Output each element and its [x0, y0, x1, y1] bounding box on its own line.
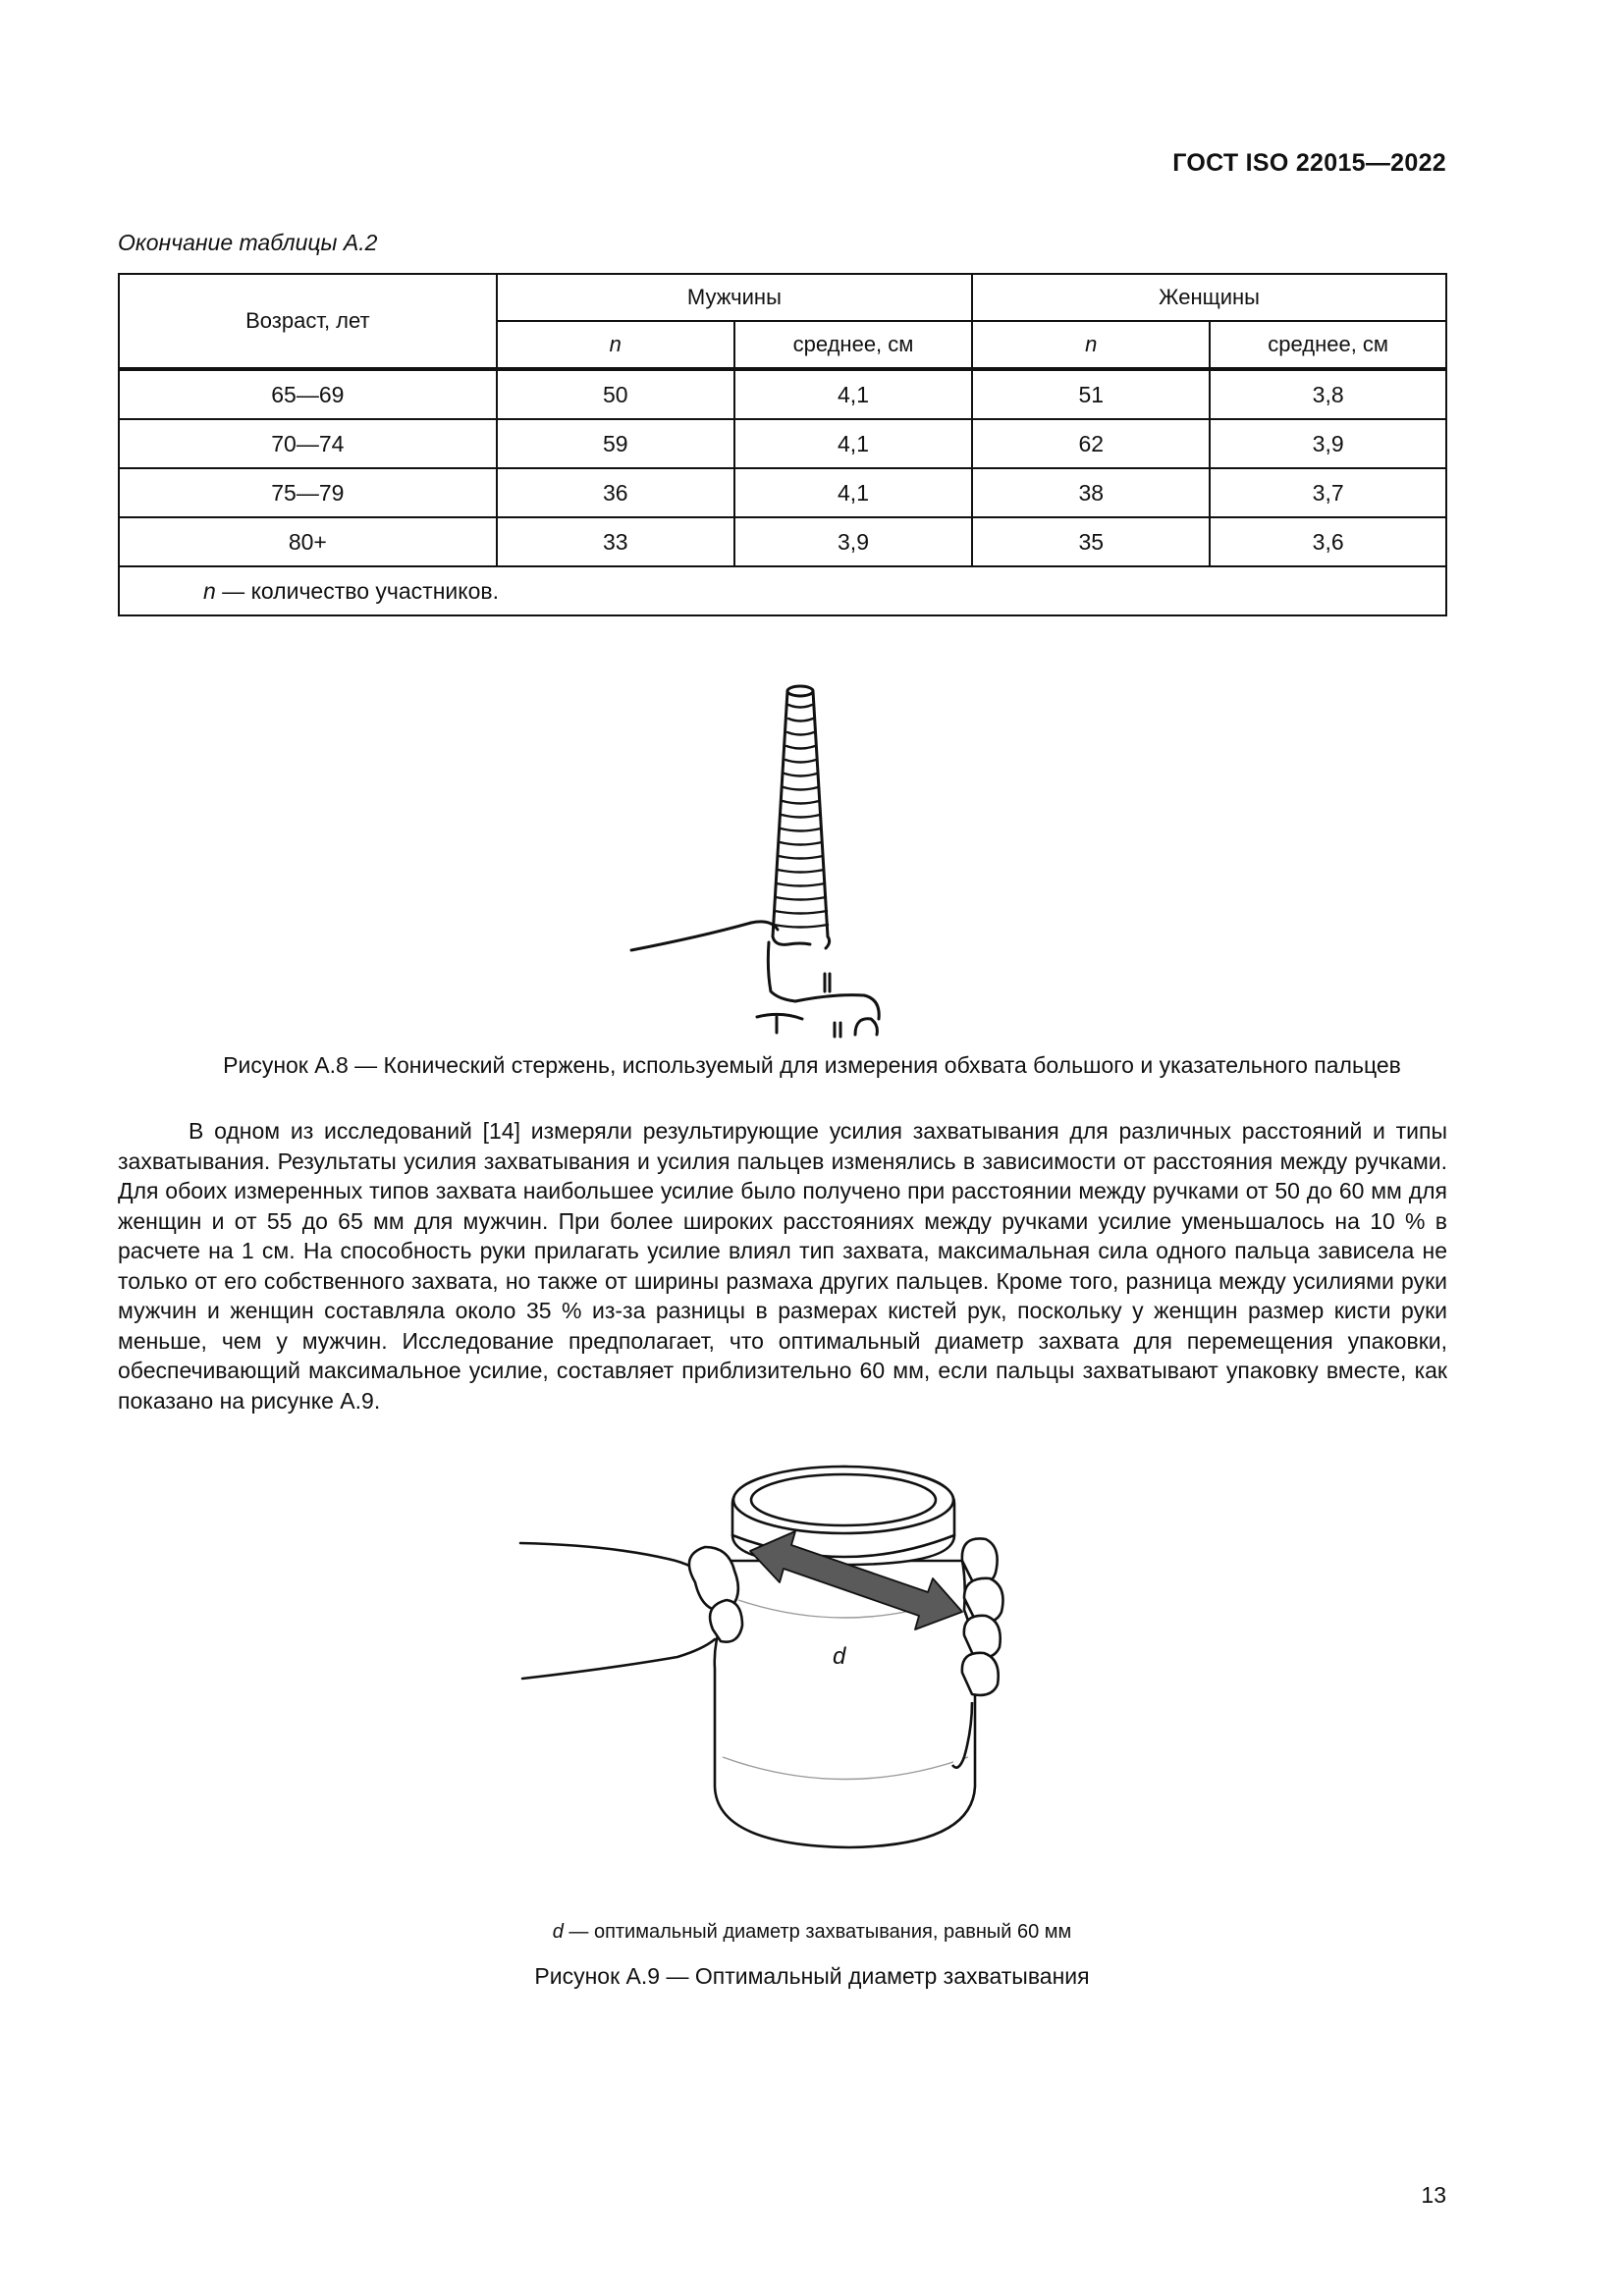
cell-women-mean: 3,7 [1210, 468, 1446, 517]
cell-age: 75—79 [119, 468, 497, 517]
table-row [119, 468, 1446, 517]
header-women-n: n [972, 321, 1210, 369]
header-men-mean: среднее, см [734, 321, 972, 369]
cell-men-mean: 4,1 [734, 468, 972, 517]
header-age: Возраст, лет [119, 274, 497, 369]
cell-women-n: 62 [972, 419, 1210, 468]
cell-men-mean: 3,9 [734, 517, 972, 566]
table-row [119, 369, 1446, 419]
dimension-d-label: d [833, 1643, 846, 1670]
figure-a8-caption: Рисунок А.8 — Конический стержень, используемый для измерения обхвата большого и указательного пальцев [223, 1052, 1401, 1078]
page-number: 13 [1421, 2182, 1446, 2208]
grip-circumference-table [118, 273, 1447, 616]
cell-men-mean: 4,1 [734, 419, 972, 468]
table-continuation-caption: Окончание таблицы А.2 [118, 230, 378, 255]
table-row [119, 517, 1446, 566]
cell-age: 65—69 [119, 369, 497, 419]
cell-men-n: 33 [497, 517, 734, 566]
table-row [119, 419, 1446, 468]
figure-a9-caption: Рисунок А.9 — Оптимальный диаметр захватывания [534, 1963, 1090, 1989]
header-women-mean: среднее, см [1210, 321, 1446, 369]
header-women: Женщины [972, 274, 1446, 321]
header-men-n: n [497, 321, 734, 369]
cell-men-mean: 4,1 [734, 369, 972, 419]
cell-women-n: 38 [972, 468, 1210, 517]
cell-women-mean: 3,8 [1210, 369, 1446, 419]
legend-text: — оптимальный диаметр захватывания, равный 60 мм [563, 1921, 1072, 1943]
table-note [119, 566, 1446, 615]
cell-men-n: 59 [497, 419, 734, 468]
cell-age: 70—74 [119, 419, 497, 468]
figure-a8-cone-rod-illustration [623, 679, 977, 1042]
note-text: — количество участников. [215, 577, 499, 604]
cell-women-mean: 3,6 [1210, 517, 1446, 566]
cell-age: 80+ [119, 517, 497, 566]
table-note-row [119, 566, 1446, 615]
note-symbol: n [203, 577, 216, 604]
header-men: Мужчины [497, 274, 972, 321]
figure-a9-legend [0, 1921, 1624, 1944]
standard-header: ГОСТ ISO 22015—2022 [1172, 149, 1446, 177]
body-paragraph: В одном из исследований [14] измеряли результирующие усилия захватывания для различных расстояний и типы захватывания. Результаты усилия захватывания и усилия пальцев изменялись в зависимости от расстояния между ручками. Для обоих измеренных типов захвата наибольшее усилие было получено при расстоянии между ручками от 50 до 60 мм для женщин и от 55 до 65 мм для мужчин. При более широких расстояниях между ручками усилие уменьшалось на 10 % в расчете на 1 см. На способность руки прилагать усилие влиял тип захвата, максимальная сила одного пальца зависела не только от его собственного захвата, но также от ширины размаха других пальцев. Кроме того, разница между усилиями руки мужчин и женщин составляла около 35 % из-за разницы в размерах кистей рук, поскольку у женщин размер кисти руки меньше, чем у мужчин. Исследование предполагает, что оптимальный диаметр захвата для перемещения упаковки, обеспечивающий максимальное усилие, составляет приблизительно 60 мм, если пальцы захватывают упаковку вместе, как показано на рисунке А.9. [118, 1118, 1447, 1414]
cell-men-n: 36 [497, 468, 734, 517]
legend-symbol: d [552, 1921, 564, 1943]
cell-women-mean: 3,9 [1210, 419, 1446, 468]
cell-women-n: 51 [972, 369, 1210, 419]
cell-men-n: 50 [497, 369, 734, 419]
cell-women-n: 35 [972, 517, 1210, 566]
figure-a9-jar-grip-illustration [511, 1463, 1060, 1875]
